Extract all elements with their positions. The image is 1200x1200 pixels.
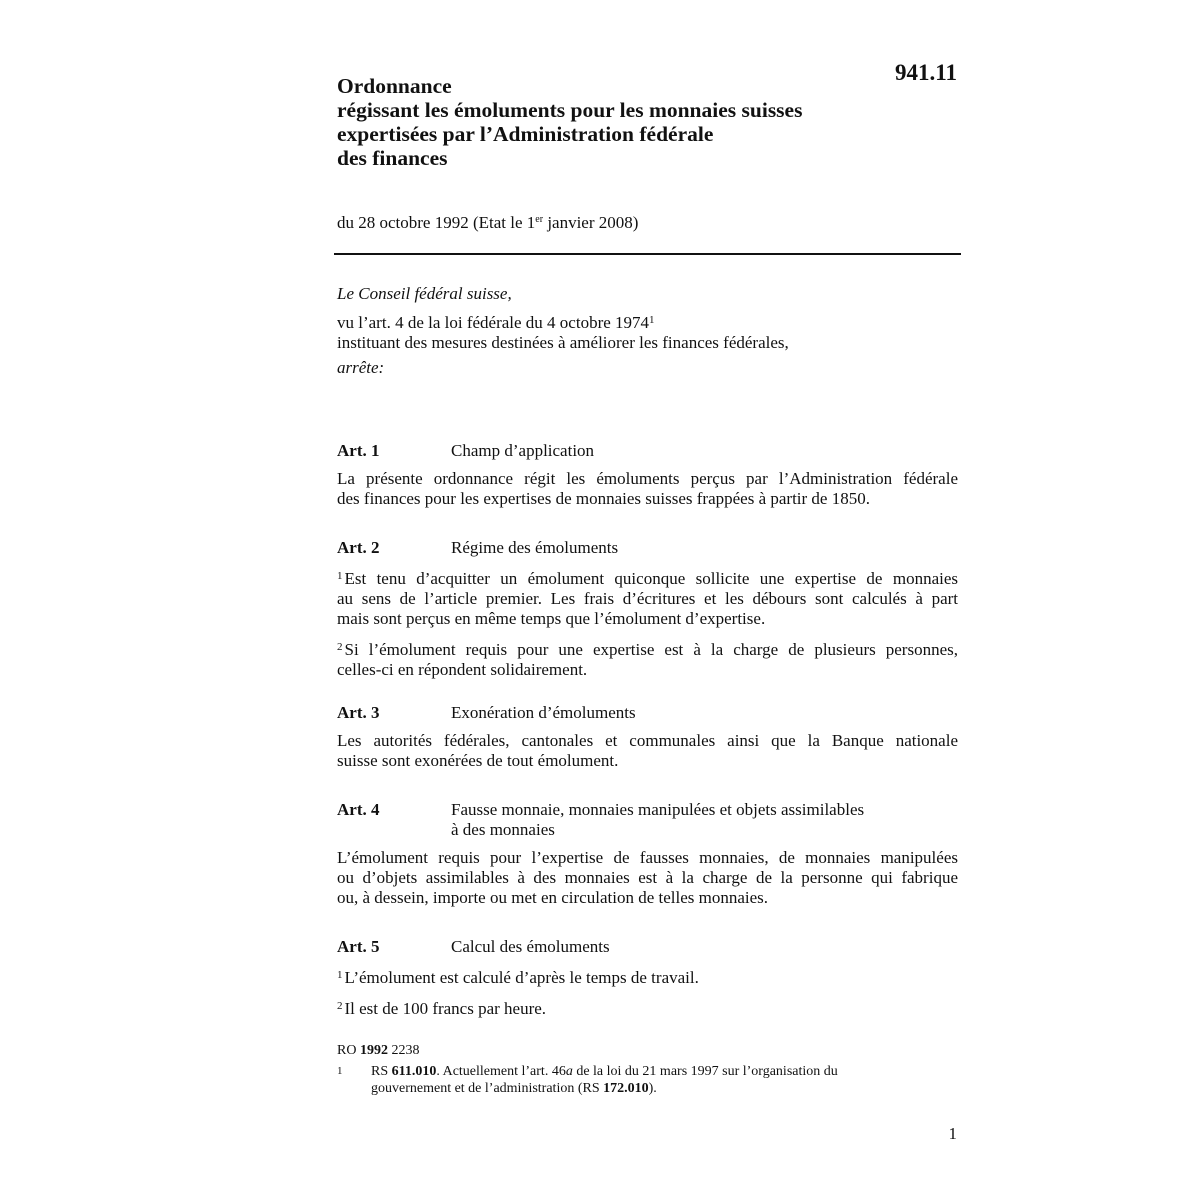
date-suffix: janvier 2008) <box>543 213 639 232</box>
article-heading <box>337 937 958 957</box>
article-paragraph <box>337 965 958 988</box>
title-line: Ordonnance <box>337 74 452 98</box>
text-line: L’émolument requis pour l’expertise de fausses monnaies, de monnaies manipulées <box>337 848 958 867</box>
article-paragraph <box>337 469 958 509</box>
preamble <box>337 284 961 378</box>
paragraph-number: 2 <box>337 641 343 653</box>
article-1 <box>337 441 958 509</box>
text-span: ). <box>648 1081 657 1096</box>
text-span: . Actuellement l’art. 46 <box>436 1064 566 1079</box>
article-title-line: Fausse monnaie, monnaies manipulées et objets assimilables <box>451 800 865 819</box>
article-heading <box>337 441 958 461</box>
text-line <box>337 996 958 1019</box>
preamble-basis-line: instituant des mesures destinées à améliorer les finances fédérales, <box>337 333 789 352</box>
article-4 <box>337 800 958 908</box>
article-paragraph <box>337 731 958 771</box>
basis-text: vu l’art. 4 de la loi fédérale du 4 octobre 1974 <box>337 313 650 332</box>
article-5 <box>337 937 958 1019</box>
sr-link[interactable]: 611.010 <box>391 1064 437 1079</box>
text-line <box>337 566 958 589</box>
text-line: celles-ci en répondent solidairement. <box>337 660 588 679</box>
sr-number: 941.11 <box>895 60 957 85</box>
date-prefix: du 28 octobre 1992 (Etat le 1 <box>337 213 536 232</box>
text-line: Les autorités fédérales, cantonales et communales ainsi que la Banque nationale <box>337 731 958 750</box>
article-paragraph <box>337 996 958 1019</box>
text-line <box>337 965 958 988</box>
text-span: de la loi du 21 mars 1997 sur l’organisation du <box>572 1064 838 1079</box>
text-line: mais sont perçus en même temps que l’émolument d’expertise. <box>337 609 766 628</box>
title-divider <box>334 253 961 255</box>
text-span: L’émolument est calculé d’après le temps de travail. <box>344 968 699 987</box>
title-line: régissant les émoluments pour les monnaies suisses <box>337 98 803 122</box>
article-title: Régime des émoluments <box>451 538 619 557</box>
article-number: Art. 2 <box>337 538 380 557</box>
article-paragraph <box>337 848 958 908</box>
footnote-mark: 1 <box>337 1065 343 1077</box>
footnote-text <box>371 1063 937 1097</box>
article-heading <box>337 800 958 840</box>
paragraph-number: 1 <box>337 570 343 582</box>
preamble-basis-line <box>337 310 961 333</box>
article-number: Art. 5 <box>337 937 380 956</box>
date-sup: er <box>535 214 544 225</box>
article-paragraph <box>337 566 958 629</box>
footnote-line <box>371 1080 937 1097</box>
text-line: ou, à dessein, importe ou met en circulation de telles monnaies. <box>337 888 769 907</box>
text-span: Est tenu d’acquitter un émolument quiconque sollicite une expertise de monnaies <box>344 569 958 588</box>
title-line: expertisées par l’Administration fédérale <box>337 122 714 146</box>
article-heading <box>337 538 958 558</box>
text-span: Si l’émolument requis pour une expertise est à la charge de plusieurs personnes, <box>344 640 958 659</box>
text-line: La présente ordonnance régit les émoluments perçus par l’Administration fédérale <box>337 469 958 488</box>
date-line <box>337 213 638 233</box>
article-number: Art. 4 <box>337 800 380 819</box>
text-span: a <box>565 1064 573 1079</box>
text-span: gouvernement et de l’administration (RS <box>371 1081 604 1096</box>
source-year: 1992 <box>359 1043 388 1058</box>
article-3 <box>337 703 958 771</box>
source-page: 2238 <box>387 1043 420 1058</box>
footnote-line <box>371 1063 937 1080</box>
page-number: 1 <box>948 1124 957 1143</box>
preamble-authority: Le Conseil fédéral suisse, <box>337 284 512 303</box>
source-prefix: RO <box>337 1043 360 1058</box>
paragraph-number: 1 <box>337 969 343 981</box>
article-title: Exonération d’émoluments <box>451 703 636 722</box>
preamble-decision: arrête: <box>337 358 385 377</box>
article-title-line: à des monnaies <box>451 820 555 839</box>
text-line: suisse sont exonérées de tout émolument. <box>337 751 619 770</box>
source-reference <box>337 1043 419 1059</box>
text-line: des finances pour les expertises de monnaies suisses frappées à partir de 1850. <box>337 489 870 508</box>
article-paragraph <box>337 637 958 680</box>
text-span: Il est de 100 francs par heure. <box>344 999 547 1018</box>
footnote <box>337 1063 937 1097</box>
article-heading <box>337 703 958 723</box>
article-number: Art. 1 <box>337 441 380 460</box>
article-title: Calcul des émoluments <box>451 937 610 956</box>
text-span: RS <box>371 1064 392 1079</box>
footnote-ref[interactable]: 1 <box>649 314 655 326</box>
title-line: des finances <box>337 146 448 170</box>
paragraph-number: 2 <box>337 1000 343 1012</box>
article-number: Art. 3 <box>337 703 380 722</box>
sr-link[interactable]: 172.010 <box>603 1081 649 1096</box>
text-line <box>337 637 958 660</box>
article-title <box>451 800 864 840</box>
document-title <box>337 74 897 170</box>
text-line: ou d’objets assimilables à des monnaies est à la charge de la personne qui fabrique <box>337 868 958 887</box>
article-2 <box>337 538 958 680</box>
text-line: au sens de l’article premier. Les frais d’écritures et les débours sont calculés à part <box>337 589 958 608</box>
article-title: Champ d’application <box>451 441 595 460</box>
